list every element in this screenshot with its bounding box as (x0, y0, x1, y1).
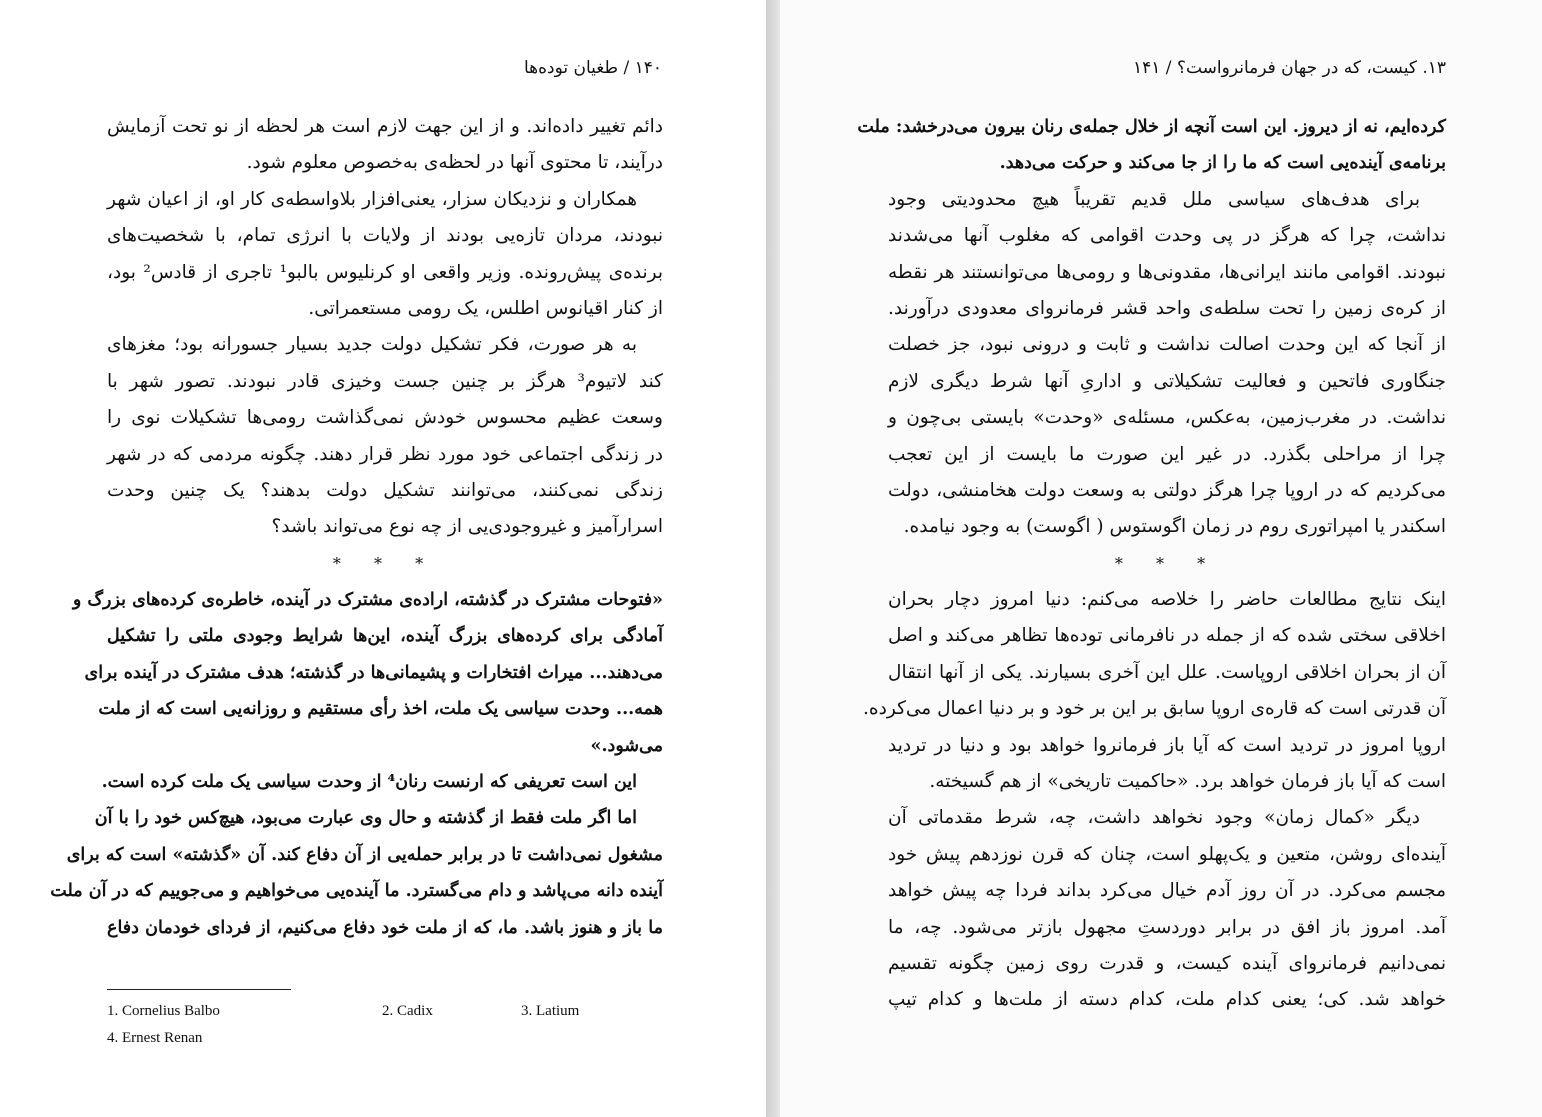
text-line: برنده‌ی پیش‌رونده. وزیر واقعی او کرنلیوس بالبو¹ تاجری از قادس² بود، (107, 261, 663, 283)
footnote-1: 1. Cornelius Balbo (107, 1003, 220, 1019)
right-page (780, 0, 1542, 1117)
header-separator: / (1165, 58, 1172, 78)
text-line: نبودند، مردان تازه‌یی بودند از ولایات با انرژی تمام، با شخصیت‌های (107, 225, 663, 247)
bold-paragraph (72, 582, 663, 764)
text-line: این است تعریفی که ارنست رنان⁴ از وحدت سیاسی یک ملت کرده است. (101, 772, 637, 793)
text-line: همه... وحدت سیاسی یک ملت، اخذ رأی مستقیم و روزانه‌یی است که از ملت (98, 699, 663, 720)
text-line: از آنجا که این وحدت اصالت نداشت و ثابت و درونی نبود، جز خصلت (888, 334, 1446, 356)
paragraph (107, 182, 663, 328)
text-line: دیگر «کمال زمان» وجود نخواهد داشت، چه، شرط مقدماتی آن (888, 807, 1420, 829)
text-line: مشغول نمی‌داشت تا در برابر حمله‌یی از آن دفاع کند. آن «گذشته» است که برای (66, 844, 663, 865)
text-line: نداشت. در مغرب‌زمین، به‌عکس، مسئله‌ی «وحدت» بایستی بی‌چون و (888, 407, 1446, 429)
paragraph (888, 182, 1446, 546)
footnote-divider (107, 989, 291, 990)
text-line: اسرارآمیز و غیروجودی‌یی از چه نوع می‌تواند باشد؟ (271, 516, 663, 538)
right-page-body (857, 109, 1446, 1019)
text-line: آن قدرتی است که قاره‌ی اروپا سابق بر این بر خود و بر دنیا اعمال می‌کرده. (863, 698, 1446, 720)
left-page (0, 0, 766, 1117)
text-line: از کره‌ی زمین را تحت سلطه‌ی واحد قشر فرمانروای معدودی درآورند. (888, 297, 1446, 319)
text-line: می‌دهند... میراث افتخارات و پشیمانی‌ها در گذشته؛ هدف مشترک در آینده برای (84, 662, 663, 683)
text-line: در زندگی اجتماعی خود مورد نظر قرار دهند. چگونه مردمی که در شهر (107, 443, 663, 465)
text-line: نمی‌دانیم فرمانروای آینده کیست، و قدرت روی زمین چگونه تقسیم (888, 952, 1446, 974)
text-line: نبودند. اقوامی مانند ایرانی‌ها، مقدونی‌ها و رومی‌ها می‌توانستند هر نقطه (888, 261, 1446, 283)
text-line: آن از بحران اخلاقی اروپاست. علل این آخری بسیارند. یکی از آنها انتقال (888, 661, 1446, 683)
text-line: وسعت عظیم محسوس خودش نمی‌گذاشت رومی‌ها تشکیلات نوی را (107, 407, 663, 429)
text-line: از کنار اقیانوس اطلس، یک رومی مستعمراتی. (308, 297, 663, 319)
text-line: نداشت، چرا که هرگز در پی وحدت اقوامی که مغلوب آنها می‌شدند (888, 225, 1446, 247)
text-line: زندگی نمی‌کنند، می‌توانند تشکیل دولت بدهند؟ یک چنین وحدت (107, 479, 663, 501)
text-line: کند لاتیوم³ هرگز بر چنین جست وخیزی قادر نبودند. تصور شهر با (107, 370, 663, 392)
text-line: درآیند، تا محتوی آنها در لحظه‌ی به‌خصوص معلوم شود. (246, 152, 663, 174)
text-line: چرا از مراحلی بگذرد. در غیر این صورت ما بایست از این تعجب (888, 443, 1446, 465)
header-separator: / (623, 58, 630, 78)
text-line: اخلاقی سختی شده که از جمله در نافرمانی توده‌ها تظاهر می‌کند و اصل (888, 625, 1446, 647)
bold-paragraph (50, 800, 663, 946)
text-line: آمادگی برای کرده‌های بزرگ آینده، این‌ها شرایط وجودی ملتی را تشکیل (107, 626, 663, 647)
left-page-body (50, 109, 663, 946)
running-header-left (524, 58, 662, 78)
text-line: کرده‌ایم، نه از دیروز. این است آنچه از خلال جمله‌ی رنان بیرون می‌درخشد: ملت (857, 117, 1446, 137)
book-gutter (766, 0, 780, 1117)
paragraph (863, 582, 1446, 800)
text-line: جنگاوری فاتحین و فعالیت تشکیلاتی و اداریِ آنها شرط دیگری لازم (888, 370, 1446, 392)
text-line: است که آیا باز فرمان خواهد برد. «حاکمیت تاریخی» از هم گسیخته. (929, 771, 1446, 793)
page-number: ۱۴۱ (1132, 58, 1161, 78)
text-line: ما باز و هنوز باشد. ما، که از ملت خود دفاع می‌کنیم، از فردای خودمان دفاع (107, 917, 663, 938)
text-line: اما اگر ملت فقط از گذشته و حال وی عبارت می‌بود، هیچ‌کس خود را با آن (94, 808, 637, 829)
text-line: «فتوحات مشترک در گذشته، اراده‌ی مشترک در آینده، خاطره‌ی کرده‌های بزرگ و (72, 590, 663, 611)
text-line: همکاران و نزدیکان سزار، یعنی‌افزار بلاواسطه‌ی کار او، از اعیان شهر (107, 188, 637, 210)
footnote-2: 2. Cadix (382, 1003, 433, 1019)
text-line: آینده دانه می‌پاشد و دام می‌گسترد. ما آینده‌یی می‌خواهیم و می‌جوییم که در آن ملت (50, 881, 663, 902)
section-break-stars: * * * (1114, 553, 1220, 573)
text-line: اینک نتایج مطالعات حاضر را خلاصه می‌کنم: دنیا امروز دچار بحران (888, 589, 1446, 611)
text-line: می‌کردیم که در اروپا چرا هرگز دولتی به وسعت دولت هخامنشی، دولت (888, 479, 1446, 501)
paragraph (107, 109, 663, 182)
text-line: می‌شود.» (590, 735, 663, 756)
paragraph (888, 800, 1446, 1018)
chapter-title: ۱۳. کیست، که در جهان فرمانرواست؟ (1176, 58, 1446, 78)
book-title: طغیان توده‌ها (523, 58, 619, 78)
text-line: آینده‌ای روشن، متعین و یک‌پهلو است، چنان که قرن نوزدهم پیش خود (888, 843, 1446, 865)
text-line: برنامه‌ی آینده‌یی است که ما را از جا می‌کند و حرکت می‌دهد. (999, 153, 1446, 174)
text-line: اروپا امروز در تردید است که آیا باز فرمانروا خواهد بود و دنیا در تردید (888, 734, 1446, 756)
page-number: ۱۴۰ (634, 58, 662, 78)
paragraph (107, 327, 663, 545)
text-line: اسکندر یا امپراتوری روم در زمان اگوستوس ( اگوست) به وجود نیامده. (903, 516, 1446, 538)
text-line: به هر صورت، فکر تشکیل دولت جدید بسیار جسورانه بود؛ مغزهای (107, 334, 637, 356)
bold-paragraph (857, 109, 1446, 182)
footnote-4: 4. Ernest Renan (107, 1030, 203, 1046)
text-line: برای هدف‌های سیاسی ملل قدیم تقریباً هیچ محدودیتی وجود (888, 188, 1420, 210)
text-line: مجسم می‌کرد. در آن روز آدم خیال می‌کرد بداند فردا چه پیش خواهد (888, 880, 1446, 902)
text-line: خواهد شد. کی؛ یعنی کدام ملت، کدام دسته از ملت‌ها و کدام تیپ (888, 989, 1446, 1011)
text-line: دائم تغییر داده‌اند. و از این جهت لازم است هر لحظه از نو تحت آزمایش (107, 116, 663, 137)
running-header-right (1133, 58, 1446, 78)
section-break-stars: * * * (332, 553, 438, 573)
bold-paragraph (101, 764, 663, 800)
text-line: آمد. امروز باز افق در برابر دوردستِ مجهول بازتر می‌شود. چه، ما (888, 916, 1446, 938)
footnote-3: 3. Latium (521, 1003, 580, 1019)
